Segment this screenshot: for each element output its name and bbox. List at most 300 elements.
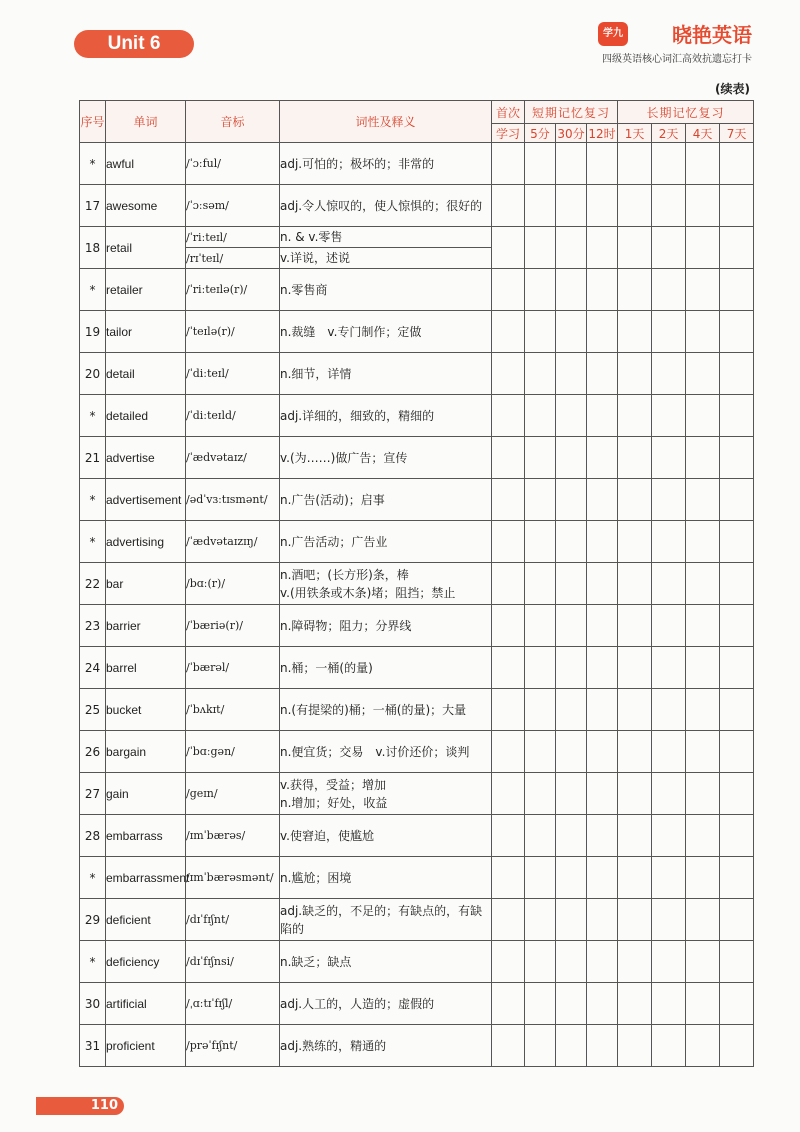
table-row [80, 227, 754, 248]
checkbox-cell[interactable] [492, 311, 525, 353]
checkbox-cell[interactable] [492, 563, 525, 605]
checkbox-cell[interactable] [556, 269, 587, 311]
checkbox-cell[interactable] [686, 1025, 720, 1067]
checkbox-cell[interactable] [720, 899, 754, 941]
row-word: tailor [106, 311, 186, 353]
row-word: proficient [106, 1025, 186, 1067]
row-word: advertising [106, 521, 186, 563]
row-index: 20 [80, 353, 106, 395]
table-row [80, 353, 754, 395]
checkbox-cell[interactable] [686, 437, 720, 479]
checkbox-cell[interactable] [492, 437, 525, 479]
checkbox-cell[interactable] [618, 227, 652, 269]
row-index: 27 [80, 773, 106, 815]
checkbox-cell[interactable] [686, 773, 720, 815]
page-number: 110 [36, 1097, 124, 1115]
row-word: embarrass [106, 815, 186, 857]
row-meaning [280, 311, 492, 353]
table-row [80, 605, 754, 647]
row-phonetic: /ˈriːteɪl/ [186, 227, 280, 248]
meaning-line: adj.缺乏的，不足的；有缺点的，有缺 [280, 903, 483, 918]
table-row [80, 521, 754, 563]
checkbox-cell[interactable] [525, 185, 556, 227]
checkbox-cell[interactable] [556, 227, 587, 269]
row-index: * [80, 941, 106, 983]
checkbox-cell[interactable] [492, 227, 525, 269]
checkbox-cell[interactable] [525, 857, 556, 899]
checkbox-cell[interactable] [492, 941, 525, 983]
row-index: 28 [80, 815, 106, 857]
checkbox-cell[interactable] [720, 521, 754, 563]
row-phonetic: /ˈɔːsəm/ [186, 185, 280, 227]
checkbox-cell[interactable] [587, 185, 618, 227]
checkbox-cell[interactable] [525, 983, 556, 1025]
row-phonetic: /dɪˈfɪʃnsi/ [186, 941, 280, 983]
checkbox-cell[interactable] [492, 731, 525, 773]
row-word: detail [106, 353, 186, 395]
checkbox-cell[interactable] [652, 227, 686, 269]
checkbox-cell[interactable] [652, 269, 686, 311]
table-row [80, 269, 754, 311]
checkbox-cell[interactable] [556, 353, 587, 395]
row-word: embarrassment [106, 857, 186, 899]
row-meaning [280, 479, 492, 521]
row-index: 31 [80, 1025, 106, 1067]
checkbox-cell[interactable] [587, 731, 618, 773]
checkbox-cell[interactable] [587, 983, 618, 1025]
checkbox-cell[interactable] [587, 1025, 618, 1067]
checkbox-cell[interactable] [686, 521, 720, 563]
vocab-table [79, 100, 754, 1067]
checkbox-cell[interactable] [525, 311, 556, 353]
row-index: * [80, 479, 106, 521]
checkbox-cell[interactable] [492, 815, 525, 857]
checkbox-cell[interactable] [618, 605, 652, 647]
checkbox-cell[interactable] [587, 353, 618, 395]
checkbox-cell[interactable] [525, 143, 556, 185]
meaning-line: n.障碍物；阻力；分界线 [280, 618, 412, 633]
row-index: * [80, 269, 106, 311]
checkbox-cell[interactable] [587, 899, 618, 941]
table-header [80, 101, 754, 143]
checkbox-cell[interactable] [556, 563, 587, 605]
checkbox-cell[interactable] [556, 857, 587, 899]
checkbox-cell[interactable] [618, 269, 652, 311]
checkbox-cell[interactable] [587, 269, 618, 311]
checkbox-cell[interactable] [556, 479, 587, 521]
row-word: awful [106, 143, 186, 185]
checkbox-cell[interactable] [492, 1025, 525, 1067]
checkbox-cell[interactable] [686, 269, 720, 311]
checkbox-cell[interactable] [556, 689, 587, 731]
checkbox-cell[interactable] [556, 437, 587, 479]
checkbox-cell[interactable] [525, 605, 556, 647]
meaning-line: n.尴尬；困境 [280, 870, 352, 885]
checkbox-cell[interactable] [525, 689, 556, 731]
row-meaning [280, 395, 492, 437]
row-phonetic: /ˈteɪlə(r)/ [186, 311, 280, 353]
checkbox-cell[interactable] [720, 689, 754, 731]
header-first-sub: 学习 [492, 124, 525, 143]
checkbox-cell[interactable] [686, 479, 720, 521]
header-long-1d: 1天 [618, 124, 652, 143]
row-word: barrel [106, 647, 186, 689]
checkbox-cell[interactable] [525, 773, 556, 815]
checkbox-cell[interactable] [525, 437, 556, 479]
row-phonetic: /ˈædvətaɪz/ [186, 437, 280, 479]
checkbox-cell[interactable] [587, 647, 618, 689]
checkbox-cell[interactable] [587, 773, 618, 815]
row-index: 21 [80, 437, 106, 479]
checkbox-cell[interactable] [492, 689, 525, 731]
checkbox-cell[interactable] [652, 647, 686, 689]
checkbox-cell[interactable] [652, 983, 686, 1025]
table-row [80, 983, 754, 1025]
checkbox-cell[interactable] [618, 899, 652, 941]
row-index: 18 [80, 227, 106, 269]
meaning-line: n. & v.零售 [280, 230, 343, 244]
checkbox-cell[interactable] [556, 941, 587, 983]
checkbox-cell[interactable] [587, 437, 618, 479]
meaning-line: n.广告活动；广告业 [280, 534, 388, 549]
header-short-term: 短期记忆复习 [525, 101, 618, 124]
checkbox-cell[interactable] [720, 1025, 754, 1067]
row-phonetic: /ˌɑːtɪˈfɪʃl/ [186, 983, 280, 1025]
row-phonetic: /ˈbæriə(r)/ [186, 605, 280, 647]
row-index: * [80, 857, 106, 899]
meaning-line: n.裁缝 v.专门制作；定做 [280, 324, 422, 339]
table-row [80, 731, 754, 773]
table-row [80, 437, 754, 479]
checkbox-cell[interactable] [720, 731, 754, 773]
checkbox-cell[interactable] [587, 479, 618, 521]
checkbox-cell[interactable] [556, 1025, 587, 1067]
row-index: 29 [80, 899, 106, 941]
checkbox-cell[interactable] [652, 605, 686, 647]
checkbox-cell[interactable] [686, 185, 720, 227]
checkbox-cell[interactable] [587, 857, 618, 899]
checkbox-cell[interactable] [720, 605, 754, 647]
meaning-line: v.(用铁条或木条)堵；阻挡；禁止 [280, 585, 456, 600]
checkbox-cell[interactable] [720, 815, 754, 857]
checkbox-cell[interactable] [720, 395, 754, 437]
unit-tab: Unit 6 [74, 30, 194, 58]
checkbox-cell[interactable] [720, 437, 754, 479]
meaning-line: n.缺乏；缺点 [280, 954, 352, 969]
checkbox-cell[interactable] [618, 437, 652, 479]
row-phonetic: /bɑː(r)/ [186, 563, 280, 605]
checkbox-cell[interactable] [686, 983, 720, 1025]
checkbox-cell[interactable] [652, 731, 686, 773]
header-word: 单词 [106, 101, 186, 143]
brand-logo-icon: 学九 [598, 22, 628, 46]
table-row [80, 815, 754, 857]
row-phonetic: /ˈædvətaɪzɪŋ/ [186, 521, 280, 563]
checkbox-cell[interactable] [618, 1025, 652, 1067]
row-word: advertise [106, 437, 186, 479]
header-long-2d: 2天 [652, 124, 686, 143]
checkbox-cell[interactable] [652, 773, 686, 815]
checkbox-cell[interactable] [525, 521, 556, 563]
row-phonetic: /dɪˈfɪʃnt/ [186, 899, 280, 941]
checkbox-cell[interactable] [587, 227, 618, 269]
checkbox-cell[interactable] [618, 563, 652, 605]
checkbox-cell[interactable] [492, 353, 525, 395]
row-meaning [280, 983, 492, 1025]
brand-subtitle: 四级英语核心词汇高效抗遗忘打卡 [602, 54, 752, 65]
checkbox-cell[interactable] [618, 395, 652, 437]
table-row [80, 689, 754, 731]
header-short-12h: 12时 [587, 124, 618, 143]
checkbox-cell[interactable] [652, 815, 686, 857]
checkbox-cell[interactable] [587, 395, 618, 437]
checkbox-cell[interactable] [525, 647, 556, 689]
checkbox-cell[interactable] [556, 395, 587, 437]
checkbox-cell[interactable] [720, 353, 754, 395]
checkbox-cell[interactable] [686, 143, 720, 185]
checkbox-cell[interactable] [525, 227, 556, 269]
row-index: 25 [80, 689, 106, 731]
checkbox-cell[interactable] [587, 689, 618, 731]
checkbox-cell[interactable] [618, 815, 652, 857]
checkbox-cell[interactable] [652, 563, 686, 605]
checkbox-cell[interactable] [618, 857, 652, 899]
checkbox-cell[interactable] [686, 941, 720, 983]
checkbox-cell[interactable] [686, 731, 720, 773]
checkbox-cell[interactable] [587, 143, 618, 185]
meaning-line: n.酒吧；(长方形)条，棒 [280, 567, 409, 582]
row-word: barrier [106, 605, 186, 647]
meaning-line: n.便宜货；交易 v.讨价还价；谈判 [280, 744, 470, 759]
row-index: 19 [80, 311, 106, 353]
row-phonetic: /ˈdiːteɪl/ [186, 353, 280, 395]
checkbox-cell[interactable] [618, 521, 652, 563]
row-index: 30 [80, 983, 106, 1025]
checkbox-cell[interactable] [618, 941, 652, 983]
checkbox-cell[interactable] [720, 479, 754, 521]
row-meaning [280, 437, 492, 479]
checkbox-cell[interactable] [556, 773, 587, 815]
row-phonetic: /ɪmˈbærəs/ [186, 815, 280, 857]
checkbox-cell[interactable] [652, 437, 686, 479]
checkbox-cell[interactable] [686, 353, 720, 395]
checkbox-cell[interactable] [720, 773, 754, 815]
checkbox-cell[interactable] [652, 689, 686, 731]
checkbox-cell[interactable] [618, 311, 652, 353]
header-short-30min: 30分 [556, 124, 587, 143]
checkbox-cell[interactable] [587, 815, 618, 857]
checkbox-cell[interactable] [720, 311, 754, 353]
checkbox-cell[interactable] [556, 647, 587, 689]
row-word: advertisement [106, 479, 186, 521]
row-meaning [280, 899, 492, 941]
checkbox-cell[interactable] [525, 899, 556, 941]
row-meaning [280, 941, 492, 983]
checkbox-cell[interactable] [492, 395, 525, 437]
checkbox-cell[interactable] [652, 479, 686, 521]
row-phonetic: /ˈbærəl/ [186, 647, 280, 689]
row-meaning [280, 563, 492, 605]
row-word: retail [106, 227, 186, 269]
checkbox-cell[interactable] [618, 479, 652, 521]
checkbox-cell[interactable] [492, 899, 525, 941]
checkbox-cell[interactable] [652, 395, 686, 437]
checkbox-cell[interactable] [556, 899, 587, 941]
row-phonetic: /ˈbɑːgən/ [186, 731, 280, 773]
checkbox-cell[interactable] [492, 521, 525, 563]
checkbox-cell[interactable] [686, 815, 720, 857]
checkbox-cell[interactable] [492, 185, 525, 227]
meaning-line: v.详说，述说 [280, 251, 350, 265]
checkbox-cell[interactable] [720, 647, 754, 689]
checkbox-cell[interactable] [525, 815, 556, 857]
row-meaning [280, 143, 492, 185]
checkbox-cell[interactable] [618, 773, 652, 815]
table-row [80, 899, 754, 941]
checkbox-cell[interactable] [686, 647, 720, 689]
row-word: retailer [106, 269, 186, 311]
checkbox-cell[interactable] [556, 143, 587, 185]
checkbox-cell[interactable] [720, 185, 754, 227]
checkbox-cell[interactable] [556, 605, 587, 647]
checkbox-cell[interactable] [720, 983, 754, 1025]
checkbox-cell[interactable] [686, 689, 720, 731]
row-meaning [280, 353, 492, 395]
row-index: 23 [80, 605, 106, 647]
checkbox-cell[interactable] [652, 353, 686, 395]
checkbox-cell[interactable] [492, 983, 525, 1025]
row-phonetic: /geɪn/ [186, 773, 280, 815]
row-phonetic: /prəˈfɪʃnt/ [186, 1025, 280, 1067]
checkbox-cell[interactable] [525, 269, 556, 311]
row-meaning [280, 605, 492, 647]
checkbox-cell[interactable] [686, 605, 720, 647]
checkbox-cell[interactable] [525, 941, 556, 983]
checkbox-cell[interactable] [587, 521, 618, 563]
row-phonetic: /ədˈvɜːtɪsmənt/ [186, 479, 280, 521]
checkbox-cell[interactable] [525, 731, 556, 773]
checkbox-cell[interactable] [618, 983, 652, 1025]
header-long-7d: 7天 [720, 124, 754, 143]
checkbox-cell[interactable] [492, 479, 525, 521]
checkbox-cell[interactable] [556, 311, 587, 353]
checkbox-cell[interactable] [686, 563, 720, 605]
checkbox-cell[interactable] [686, 311, 720, 353]
checkbox-cell[interactable] [525, 563, 556, 605]
checkbox-cell[interactable] [686, 857, 720, 899]
checkbox-cell[interactable] [618, 185, 652, 227]
checkbox-cell[interactable] [492, 269, 525, 311]
meaning-line: adj.令人惊叹的，使人惊惧的；很好的 [280, 198, 483, 213]
row-word: bar [106, 563, 186, 605]
checkbox-cell[interactable] [556, 521, 587, 563]
checkbox-cell[interactable] [720, 857, 754, 899]
table-row [80, 647, 754, 689]
row-index: 17 [80, 185, 106, 227]
checkbox-cell[interactable] [652, 899, 686, 941]
checkbox-cell[interactable] [492, 605, 525, 647]
checkbox-cell[interactable] [652, 521, 686, 563]
checkbox-cell[interactable] [652, 857, 686, 899]
row-meaning [280, 227, 492, 248]
checkbox-cell[interactable] [720, 227, 754, 269]
checkbox-cell[interactable] [618, 731, 652, 773]
checkbox-cell[interactable] [686, 899, 720, 941]
checkbox-cell[interactable] [652, 311, 686, 353]
checkbox-cell[interactable] [525, 395, 556, 437]
table-row [80, 479, 754, 521]
checkbox-cell[interactable] [652, 941, 686, 983]
checkbox-cell[interactable] [618, 647, 652, 689]
row-word: bargain [106, 731, 186, 773]
table-row [80, 185, 754, 227]
header-long-term: 长期记忆复习 [618, 101, 754, 124]
row-word: detailed [106, 395, 186, 437]
checkbox-cell[interactable] [720, 563, 754, 605]
checkbox-cell[interactable] [492, 647, 525, 689]
row-meaning [280, 1025, 492, 1067]
row-meaning [280, 269, 492, 311]
brand-header [482, 22, 752, 70]
checkbox-cell[interactable] [587, 941, 618, 983]
table-row [80, 143, 754, 185]
checkbox-cell[interactable] [652, 143, 686, 185]
checkbox-cell[interactable] [686, 227, 720, 269]
checkbox-cell[interactable] [618, 143, 652, 185]
row-index: * [80, 521, 106, 563]
table-row [80, 773, 754, 815]
checkbox-cell[interactable] [686, 395, 720, 437]
checkbox-cell[interactable] [652, 1025, 686, 1067]
checkbox-cell[interactable] [720, 143, 754, 185]
checkbox-cell[interactable] [587, 605, 618, 647]
checkbox-cell[interactable] [556, 731, 587, 773]
checkbox-cell[interactable] [525, 353, 556, 395]
header-first: 首次 [492, 101, 525, 124]
checkbox-cell[interactable] [525, 479, 556, 521]
checkbox-cell[interactable] [652, 185, 686, 227]
checkbox-cell[interactable] [618, 353, 652, 395]
checkbox-cell[interactable] [720, 941, 754, 983]
meaning-line: adj.详细的，细致的，精细的 [280, 408, 435, 423]
checkbox-cell[interactable] [556, 983, 587, 1025]
brand-name: 晓艳英语 [672, 23, 752, 47]
checkbox-cell[interactable] [492, 773, 525, 815]
row-word: artificial [106, 983, 186, 1025]
meaning-line: 陷的 [280, 921, 305, 936]
checkbox-cell[interactable] [556, 815, 587, 857]
checkbox-cell[interactable] [587, 563, 618, 605]
checkbox-cell[interactable] [587, 311, 618, 353]
row-index: 22 [80, 563, 106, 605]
header-meaning: 词性及释义 [280, 101, 492, 143]
meaning-line: v.使窘迫，使尴尬 [280, 828, 374, 843]
checkbox-cell[interactable] [720, 269, 754, 311]
checkbox-cell[interactable] [556, 185, 587, 227]
header-phonetic: 音标 [186, 101, 280, 143]
row-meaning [280, 689, 492, 731]
row-phonetic: /ˈɔːful/ [186, 143, 280, 185]
checkbox-cell[interactable] [525, 1025, 556, 1067]
row-meaning [280, 521, 492, 563]
checkbox-cell[interactable] [492, 857, 525, 899]
checkbox-cell[interactable] [492, 143, 525, 185]
table-row [80, 941, 754, 983]
checkbox-cell[interactable] [618, 689, 652, 731]
row-word: gain [106, 773, 186, 815]
row-index: 26 [80, 731, 106, 773]
row-word: deficient [106, 899, 186, 941]
